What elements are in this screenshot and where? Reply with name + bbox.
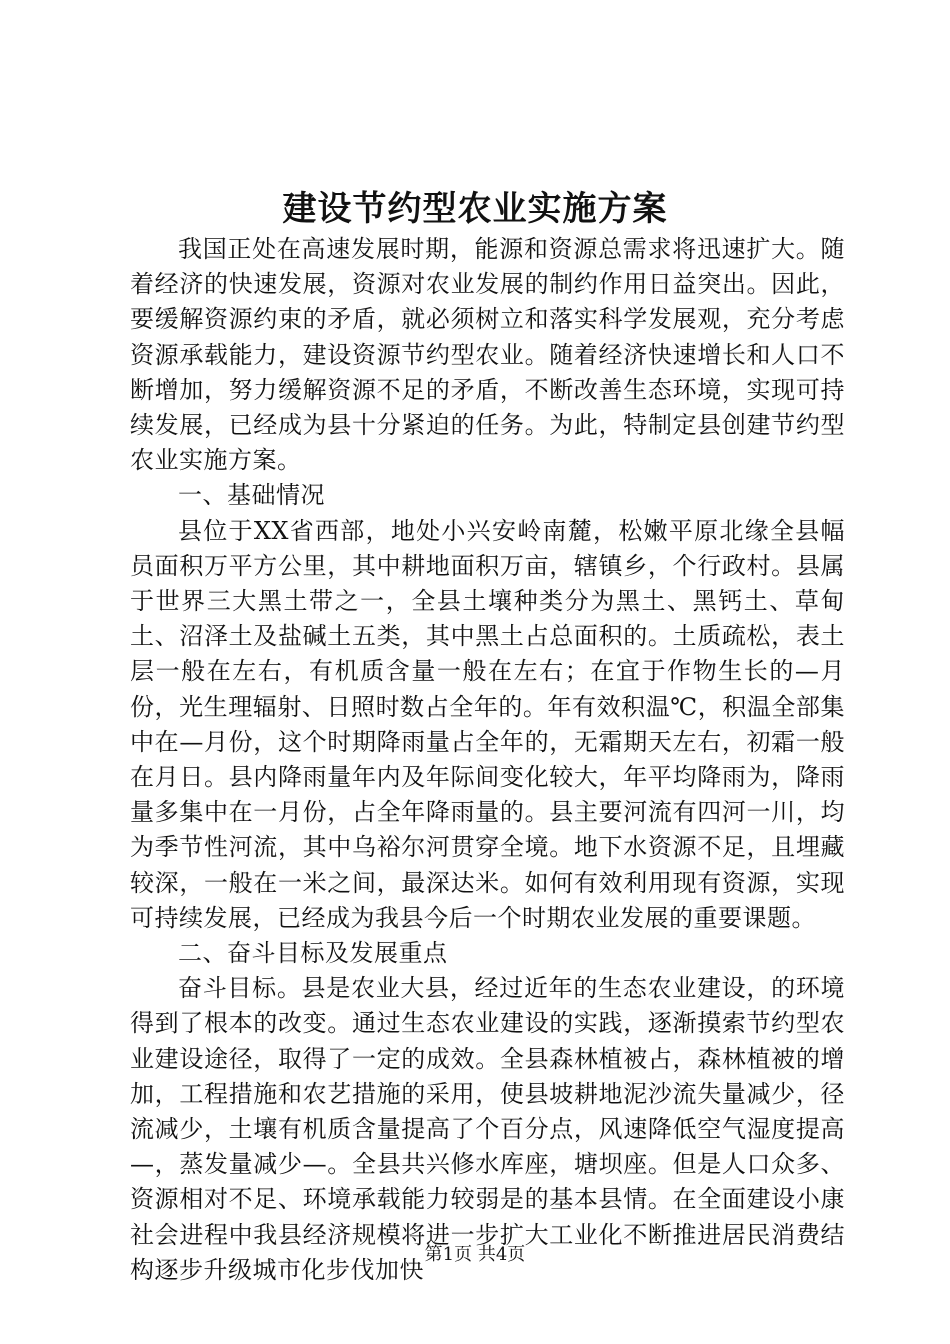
intro-paragraph: 我国正处在高速发展时期，能源和资源总需求将迅速扩大。随着经济的快速发展，资源对农业发展的制约作用日益突出。因此，要缓解资源约束的矛盾，就必须树立和落实科学发展观，充分考虑资源承载能力，建设资源节约型农业。随着经济快速增长和人口不断增加，努力缓解资源不足的矛盾，不断改善生态环境，实现可持续发展，已经成为县十分紧迫的任务。为此，特制定县创建节约型农业实施方案。 [130, 235, 845, 475]
goals-paragraph: 奋斗目标。县是农业大县，经过近年的生态农业建设，的环境得到了根本的改变。通过生态农业建设的实践，逐渐摸索节约型农业建设途径，取得了一定的成效。全县森林植被占，森林植被的增加，工程措施和农艺措施的采用，使县坡耕地泥沙流失量减少，径流减少，土壤有机质含量提高了个百分点，风速降低空气湿度提高—，蒸发量减少—。全县共兴修水库座，塘坝座。但是人口众多、资源相对不足、环境承载能力较弱是的基本县情。在全面建设小康社会进程中我县经济规模将进一步扩大工业化不断推进居民消费结构逐步升级城市化步伐加快 [130, 974, 845, 1284]
section-heading-goals: 二、奋斗目标及发展重点 [178, 939, 448, 968]
page-number-footer: 第1页 共4页 [424, 1244, 526, 1265]
document-body [130, 232, 845, 1288]
basic-situation-paragraph: 县位于XX省西部，地处小兴安岭南麓，松嫩平原北缘全县幅员面积万平方公里，其中耕地面积万亩，辖镇乡，个行政村。县属于世界三大黑土带之一，全县土壤种类分为黑土、黑钙土、草甸土、沼泽土及盐碱土五类，其中黑土占总面积的。土质疏松，表土层一般在左右，有机质含量一般在左右；在宜于作物生长的—月份，光生理辐射、日照时数占全年的。年有效积温℃，积温全部集中在—月份，这个时期降雨量占全年的，无霜期天左右，初霜一般在月日。县内降雨量年内及年际间变化较大，年平均降雨为，降雨量多集中在一月份，占全年降雨量的。县主要河流有四河一川，均为季节性河流，其中乌裕尔河贯穿全境。地下水资源不足，且埋藏较深，一般在一米之间，最深达米。如何有效利用现有资源，实现可持续发展，已经成为我县今后一个时期农业发展的重要课题。 [130, 516, 845, 932]
section-heading-basic-situation: 一、基础情况 [178, 481, 325, 510]
document-title: 建设节约型农业实施方案 [282, 189, 668, 229]
